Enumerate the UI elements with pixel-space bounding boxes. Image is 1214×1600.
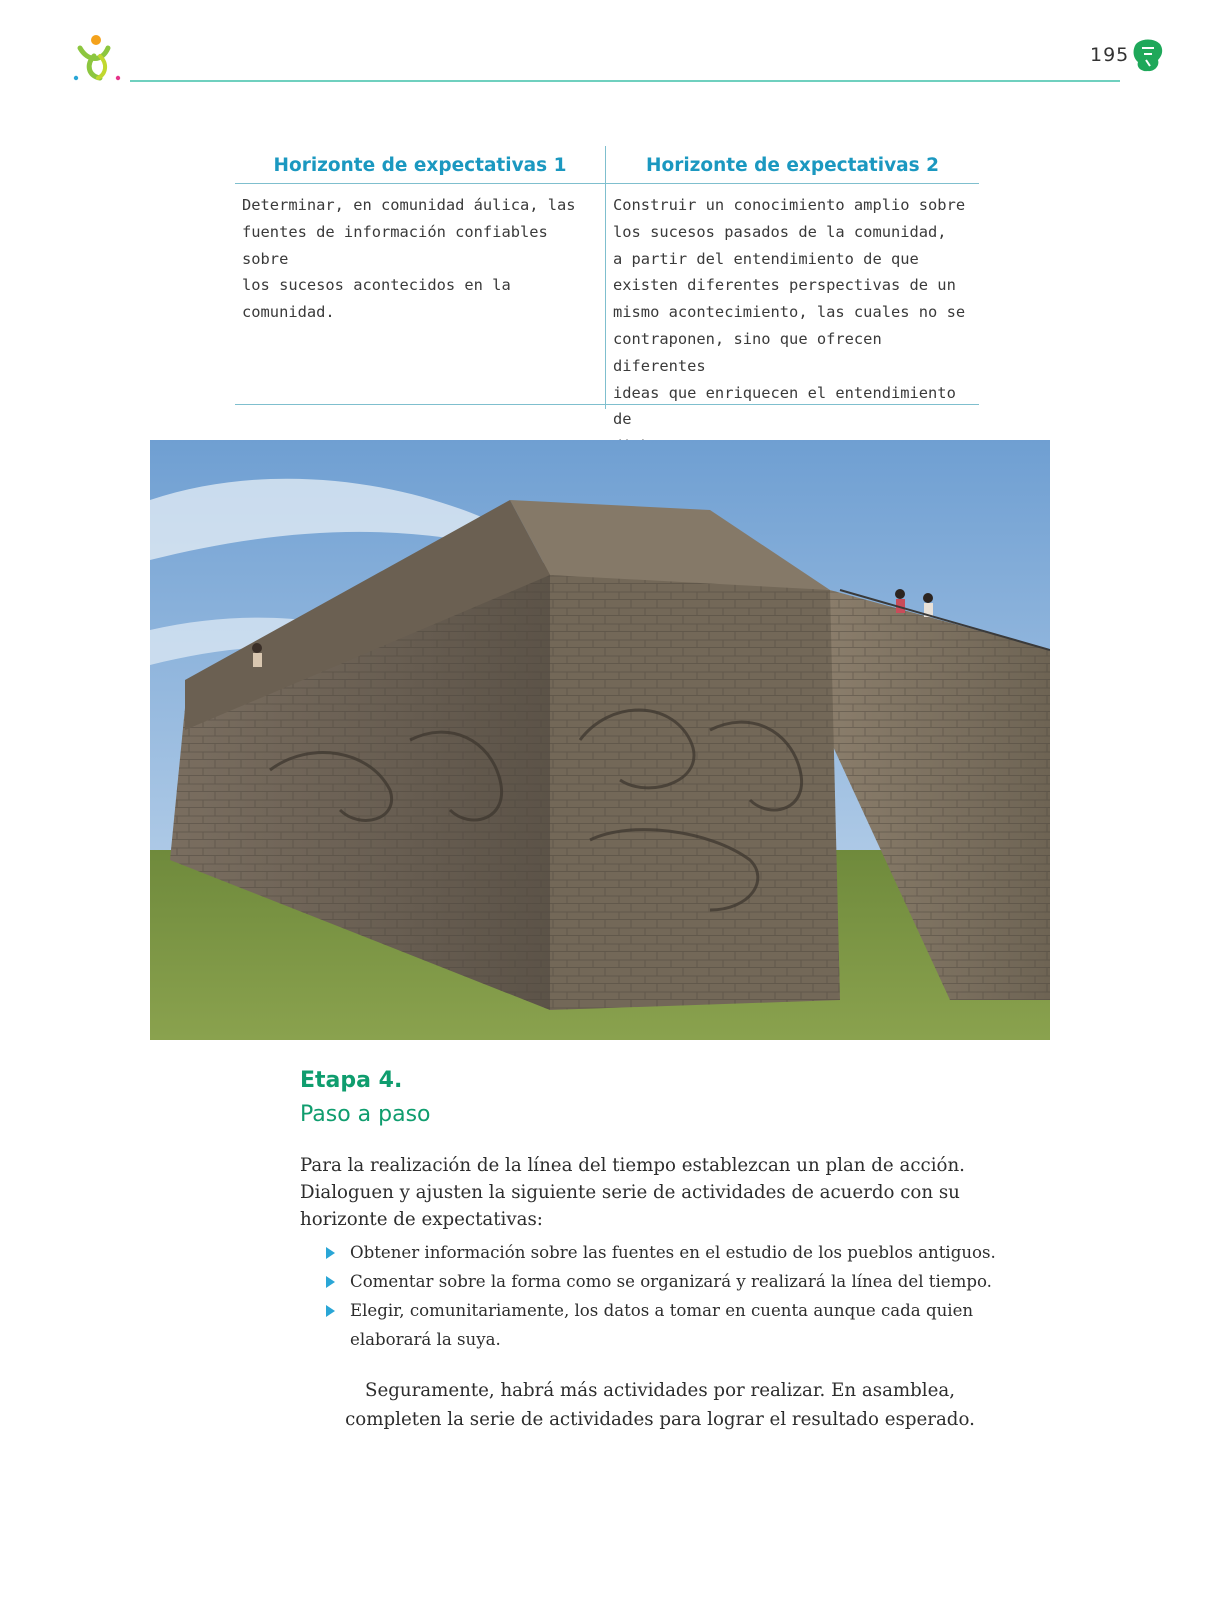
cell-line: ideas que enriquecen el entendimiento de	[613, 383, 956, 429]
list-item	[326, 1238, 1006, 1267]
green-glyph-icon	[1132, 38, 1164, 74]
cell-line: los sucesos pasados de la comunidad,	[613, 222, 947, 241]
page-number: 195	[1090, 44, 1130, 66]
intro-line: Para la realización de la línea del tiempo establezcan un plan de acción.	[300, 1155, 965, 1176]
list-item-text: Elegir, comunitariamente, los datos a tomar en cuenta aunque cada quien	[350, 1301, 974, 1320]
bullet-triangle-icon	[326, 1305, 335, 1317]
list-item	[326, 1296, 1006, 1354]
pyramid-photo	[150, 440, 1050, 1040]
list-item-text: elaborará la suya.	[350, 1330, 501, 1349]
intro-paragraph	[300, 1152, 1000, 1233]
bullet-triangle-icon	[326, 1247, 335, 1259]
cell-line: fuentes de información confiables sobre	[242, 222, 548, 268]
table-cell	[606, 186, 979, 460]
list-item-text: Comentar sobre la forma como se organizará y realizará la línea del tiempo.	[350, 1272, 992, 1291]
header-rule	[130, 80, 1120, 82]
bullet-triangle-icon	[326, 1276, 335, 1288]
stage-subtitle: Paso a paso	[300, 1102, 431, 1127]
dancing-figure-logo-icon	[72, 34, 124, 82]
table-cell	[235, 186, 605, 326]
table-column-1	[235, 146, 605, 326]
closing-line: Seguramente, habrá más actividades por realizar. En asamblea,	[364, 1380, 956, 1401]
cell-line: mismo acontecimiento, las cuales no se	[613, 303, 966, 322]
closing-paragraph	[300, 1376, 1020, 1434]
cell-line: Determinar, en comunidad áulica, las	[242, 196, 576, 214]
column-heading: Horizonte de expectativas 1	[273, 155, 567, 176]
table-column-2	[606, 146, 979, 460]
intro-line: horizonte de expectativas:	[300, 1209, 543, 1230]
stage-title: Etapa 4.	[300, 1068, 403, 1093]
cell-line: Construir un conocimiento amplio sobre	[613, 196, 966, 214]
activity-list	[326, 1238, 1006, 1354]
list-item-text: Obtener información sobre las fuentes en el estudio de los pueblos antiguos.	[350, 1243, 996, 1262]
cell-line: existen diferentes perspectivas de un	[613, 276, 956, 295]
cell-line: a partir del entendimiento de que	[613, 249, 919, 268]
column-heading: Horizonte de expectativas 2	[646, 155, 939, 176]
closing-line: completen la serie de actividades para lograr el resultado esperado.	[345, 1409, 975, 1430]
intro-line: Dialoguen y ajusten la siguiente serie de actividades de acuerdo con su	[300, 1182, 960, 1203]
cell-line: contraponen, sino que ofrecen diferentes	[613, 329, 882, 375]
cell-line: los sucesos acontecidos en la comunidad.	[242, 276, 511, 322]
list-item	[326, 1267, 1006, 1296]
